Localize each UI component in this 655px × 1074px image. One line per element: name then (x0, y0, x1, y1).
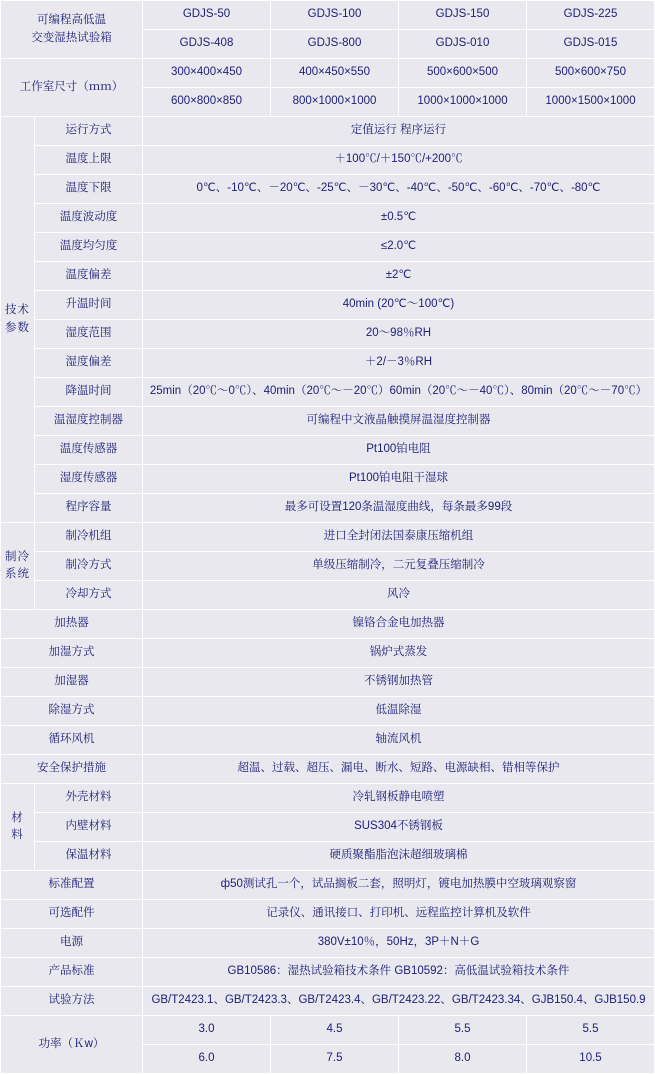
spec-value: 定值运行 程序运行 (143, 117, 655, 146)
table-row-models-1 (1, 1, 655, 30)
chamber-size-cell: 300×400×450 (143, 59, 271, 88)
spec-value: ±2℃ (143, 262, 655, 291)
table-row-spec (1, 407, 655, 436)
table-row-spec (1, 610, 655, 639)
spec-value: 不锈钢加热管 (143, 668, 655, 697)
table-row-material (1, 813, 655, 842)
table-row-cooling (1, 523, 655, 552)
material-label (1, 784, 35, 871)
product-title-line1: 可编程高低温 (37, 14, 106, 27)
spec-value: 进口全封闭法国泰康压缩机组 (143, 523, 655, 552)
power-cell: 5.5 (399, 1016, 527, 1045)
spec-value: GB/T2423.1、GB/T2423.3、GB/T2423.4、GB/T2423.22、GB/T2423.34、GJB150.4、GJB150.9 (143, 987, 655, 1016)
spec-label: 温度偏差 (35, 262, 143, 291)
spec-value: 风冷 (143, 581, 655, 610)
table-row-spec (1, 465, 655, 494)
spec-label: 电源 (1, 929, 143, 958)
spec-label: 加热器 (1, 610, 143, 639)
spec-value: 冷轧钢板静电喷塑 (143, 784, 655, 813)
table-row-spec (1, 755, 655, 784)
table-row-spec (1, 233, 655, 262)
power-cell: 4.5 (271, 1016, 399, 1045)
spec-value: 0℃、-10℃、－20℃、-25℃、－30℃、-40℃、-50℃、-60℃、-70℃、-80℃ (143, 175, 655, 204)
table-row-spec (1, 871, 655, 900)
spec-label: 降温时间 (35, 378, 143, 407)
model-cell: GDJS-225 (527, 1, 655, 30)
spec-label: 湿度偏差 (35, 349, 143, 378)
table-row-spec (1, 639, 655, 668)
product-title-line2: 交变湿热试验箱 (31, 31, 112, 44)
spec-value: 低温除湿 (143, 697, 655, 726)
table-row-spec (1, 668, 655, 697)
table-row-power-1 (1, 1016, 655, 1045)
model-cell: GDJS-015 (527, 30, 655, 59)
cooling-system-label-line2: 系统 (5, 568, 30, 580)
chamber-size-cell: 1000×1000×1000 (399, 88, 527, 117)
spec-value: 最多可设置120条温湿度曲线，每条最多99段 (143, 494, 655, 523)
table-row-spec (1, 262, 655, 291)
model-cell: GDJS-800 (271, 30, 399, 59)
spec-label: 加湿器 (1, 668, 143, 697)
spec-label: 循环风机 (1, 726, 143, 755)
spec-label: 产品标准 (1, 958, 143, 987)
spec-label: 湿度范围 (35, 320, 143, 349)
table-row-chamber-size-1 (1, 59, 655, 88)
spec-label: 内壁材料 (35, 813, 143, 842)
table-row-spec (1, 436, 655, 465)
table-row-spec (1, 726, 655, 755)
product-title (1, 1, 143, 59)
cooling-system-label-line1: 制冷 (5, 550, 30, 563)
power-cell: 6.0 (143, 1045, 271, 1074)
table-row-spec (1, 958, 655, 987)
spec-value: ±0.5℃ (143, 204, 655, 233)
spec-value: 单级压缩制冷，二元复叠压缩制冷 (143, 552, 655, 581)
model-cell: GDJS-150 (399, 1, 527, 30)
table-row-spec (1, 320, 655, 349)
spec-label: 制冷机组 (35, 523, 143, 552)
spec-value: 硬质聚酯脂泡沫超细玻璃棉 (143, 842, 655, 871)
material-label-line1: 材 (11, 811, 24, 824)
spec-value: 380V±10％，50Hz，3P＋N＋G (143, 929, 655, 958)
cooling-system-label (1, 523, 35, 610)
table-row-spec (1, 117, 655, 146)
table-row-spec (1, 987, 655, 1016)
table-row-spec (1, 349, 655, 378)
table-row-spec (1, 900, 655, 929)
tech-parameter-label-line2: 参数 (5, 321, 30, 334)
spec-value: Pt100铂电阻干湿球 (143, 465, 655, 494)
chamber-size-label: 工作室尺寸（ｍｍ） (1, 59, 143, 117)
chamber-size-cell: 500×600×750 (527, 59, 655, 88)
table-row-cooling (1, 552, 655, 581)
spec-label: 保温材料 (35, 842, 143, 871)
power-cell: 5.5 (527, 1016, 655, 1045)
tech-parameter-label-line1: 技术 (5, 304, 30, 317)
power-cell: 8.0 (399, 1045, 527, 1074)
spec-label: 除湿方式 (1, 697, 143, 726)
spec-label: 温度均匀度 (35, 233, 143, 262)
spec-value: 25min（20℃～0℃）、40min（20℃～－20℃）60min（20℃～－40℃）、80min（20℃～－70℃） (143, 378, 655, 407)
spec-label: 温度下限 (35, 175, 143, 204)
power-cell: 3.0 (143, 1016, 271, 1045)
spec-value: Pt100铂电阻 (143, 436, 655, 465)
spec-value: ＋100℃/＋150℃/+200℃ (143, 146, 655, 175)
spec-label: 安全保护措施 (1, 755, 143, 784)
chamber-size-cell: 600×800×850 (143, 88, 271, 117)
spec-label: 运行方式 (35, 117, 143, 146)
table-row-spec (1, 929, 655, 958)
chamber-size-cell: 1000×1500×1000 (527, 88, 655, 117)
table-row-spec (1, 494, 655, 523)
spec-value: 镍铬合金电加热器 (143, 610, 655, 639)
model-cell: GDJS-408 (143, 30, 271, 59)
spec-label: 程序容量 (35, 494, 143, 523)
spec-label: 温度传感器 (35, 436, 143, 465)
chamber-size-cell: 400×450×550 (271, 59, 399, 88)
model-cell: GDJS-50 (143, 1, 271, 30)
spec-label: 温度上限 (35, 146, 143, 175)
spec-value: 20～98％RH (143, 320, 655, 349)
table-row-cooling (1, 581, 655, 610)
spec-label: 标准配置 (1, 871, 143, 900)
power-label: 功率（Ｋw） (1, 1016, 143, 1074)
table-row-spec (1, 291, 655, 320)
table-row-spec (1, 378, 655, 407)
chamber-size-cell: 500×600×500 (399, 59, 527, 88)
spec-value: 锅炉式蒸发 (143, 639, 655, 668)
spec-value: 轴流风机 (143, 726, 655, 755)
spec-label: 湿度传感器 (35, 465, 143, 494)
spec-value: GB10586：湿热试验箱技术条件 GB10592：高低温试验箱技术条件 (143, 958, 655, 987)
table-row-spec (1, 146, 655, 175)
spec-value: ≤2.0℃ (143, 233, 655, 262)
spec-value: 40min (20℃～100℃) (143, 291, 655, 320)
spec-value: SUS304不锈钢板 (143, 813, 655, 842)
spec-label: 温湿度控制器 (35, 407, 143, 436)
table-row-material (1, 784, 655, 813)
spec-label: 冷却方式 (35, 581, 143, 610)
table-row-spec (1, 697, 655, 726)
model-cell: GDJS-100 (271, 1, 399, 30)
table-row-spec (1, 204, 655, 233)
model-cell: GDJS-010 (399, 30, 527, 59)
spec-value: 可编程中文液晶触摸屏温湿度控制器 (143, 407, 655, 436)
tech-parameter-label (1, 117, 35, 523)
material-label-line2: 料 (11, 829, 24, 841)
chamber-size-cell: 800×1000×1000 (271, 88, 399, 117)
spec-value: 记录仪、通讯接口、打印机、远程监控计算机及软件 (143, 900, 655, 929)
spec-label: 加湿方式 (1, 639, 143, 668)
spec-label: 制冷方式 (35, 552, 143, 581)
spec-label: 温度波动度 (35, 204, 143, 233)
spec-label: 外壳材料 (35, 784, 143, 813)
table-row-spec (1, 175, 655, 204)
spec-label: 升温时间 (35, 291, 143, 320)
spec-label: 可选配件 (1, 900, 143, 929)
spec-value: 超温、过载、超压、漏电、断水、短路、电源缺相、错相等保护 (143, 755, 655, 784)
power-cell: 10.5 (527, 1045, 655, 1074)
spec-value: ф50测试孔一个，试品搁板二套，照明灯，镀电加热膜中空玻璃观察窗 (143, 871, 655, 900)
power-cell: 7.5 (271, 1045, 399, 1074)
spec-label: 试验方法 (1, 987, 143, 1016)
table-row-material (1, 842, 655, 871)
spec-value: ＋2/－3％RH (143, 349, 655, 378)
